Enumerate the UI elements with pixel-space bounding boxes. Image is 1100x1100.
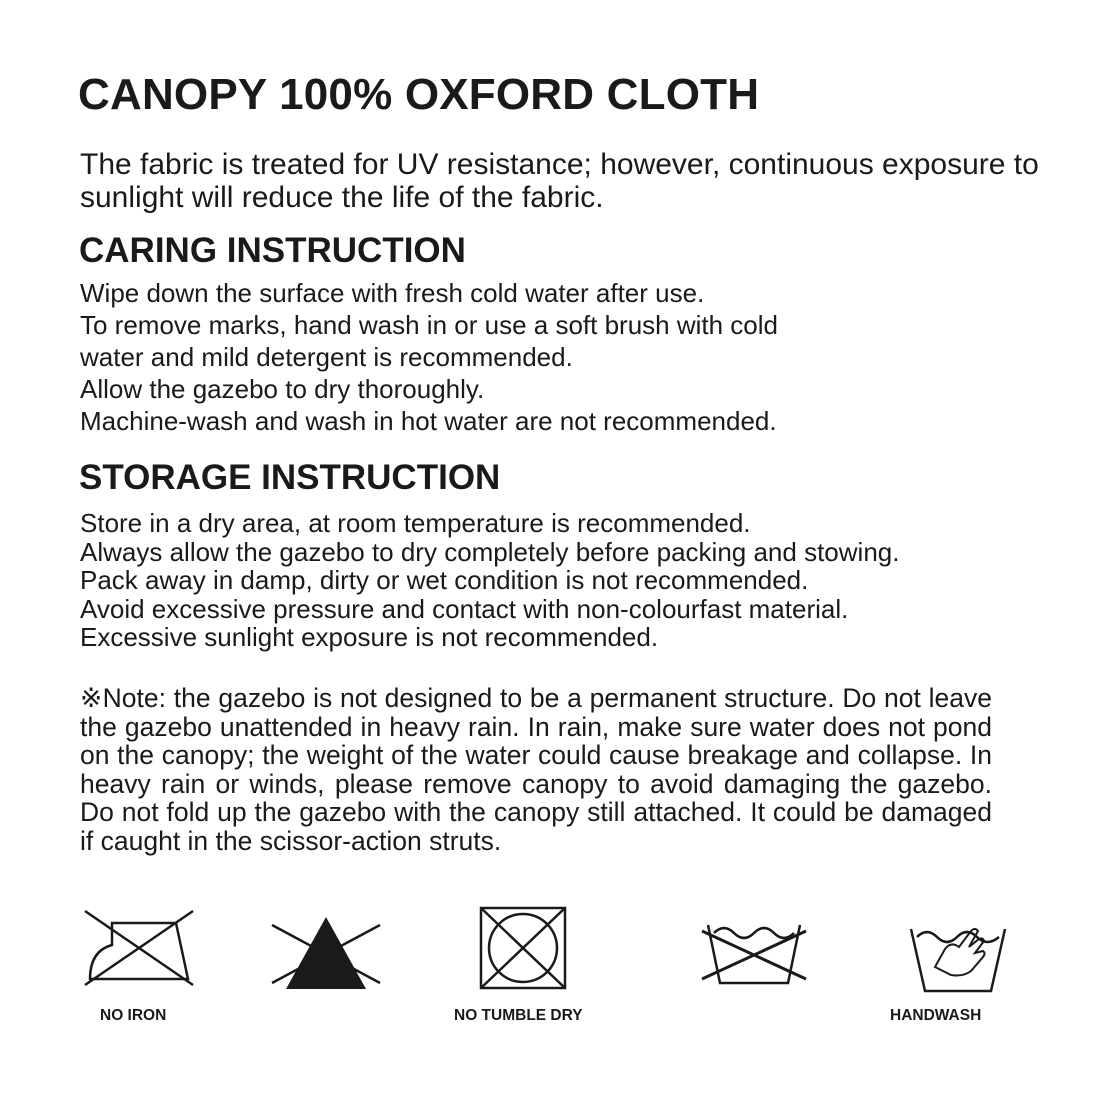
no-iron-icon: [80, 905, 198, 990]
caring-instruction-heading: CARING INSTRUCTION: [79, 231, 466, 270]
caring-line: Wipe down the surface with fresh cold water after use.: [80, 278, 705, 308]
storage-line: Store in a dry area, at room temperature is recommended.: [80, 508, 751, 538]
storage-line: Always allow the gazebo to dry completely before packing and stowing.: [80, 536, 900, 567]
no-tumble-dry-label: NO TUMBLE DRY: [454, 1007, 583, 1024]
storage-instruction-heading: STORAGE INSTRUCTION: [79, 458, 501, 497]
caring-line: To remove marks, hand wash in or use a soft brush with cold: [80, 310, 778, 340]
storage-instruction-list: [80, 509, 899, 652]
no-iron-label: NO IRON: [100, 1007, 167, 1024]
caring-line: water and mild detergent is recommended.: [80, 342, 573, 372]
handwash-label: HANDWASH: [890, 1007, 982, 1024]
caring-line: Machine-wash and wash in hot water are not recommended.: [80, 406, 777, 436]
do-not-wash-icon: [698, 905, 810, 991]
handwash-icon: [905, 905, 1011, 995]
page-title: CANOPY 100% OXFORD CLOTH: [78, 70, 760, 119]
uv-resistance-note: The fabric is treated for UV resistance; however, continuous exposure to sunlight will reduce the life of the fabric.: [80, 148, 1039, 214]
storage-line: Pack away in damp, dirty or wet condition is not recommended.: [80, 565, 809, 596]
caring-instruction-list: [80, 277, 778, 437]
storage-line: Excessive sunlight exposure is not recommended.: [80, 622, 659, 653]
gazebo-note: ※Note: the gazebo is not designed to be a permanent structure. Do not leave the gazebo unattended in heavy rain. In rain, make sure water does not pond on the canopy; the weight of the water could cause breakage and collapse. In heavy rain or winds, please remove canopy to avoid damaging the gazebo. Do not fold up the gazebo with the canopy still attached. It could be damaged if caught in the scissor-action struts.: [80, 683, 992, 856]
caring-line: Allow the gazebo to dry thoroughly.: [80, 374, 485, 404]
storage-line: Avoid excessive pressure and contact with non-colourfast material.: [80, 593, 849, 624]
do-not-bleach-icon: [268, 905, 384, 995]
no-tumble-dry-icon: [478, 905, 568, 991]
care-symbols-row: [0, 905, 1100, 1045]
